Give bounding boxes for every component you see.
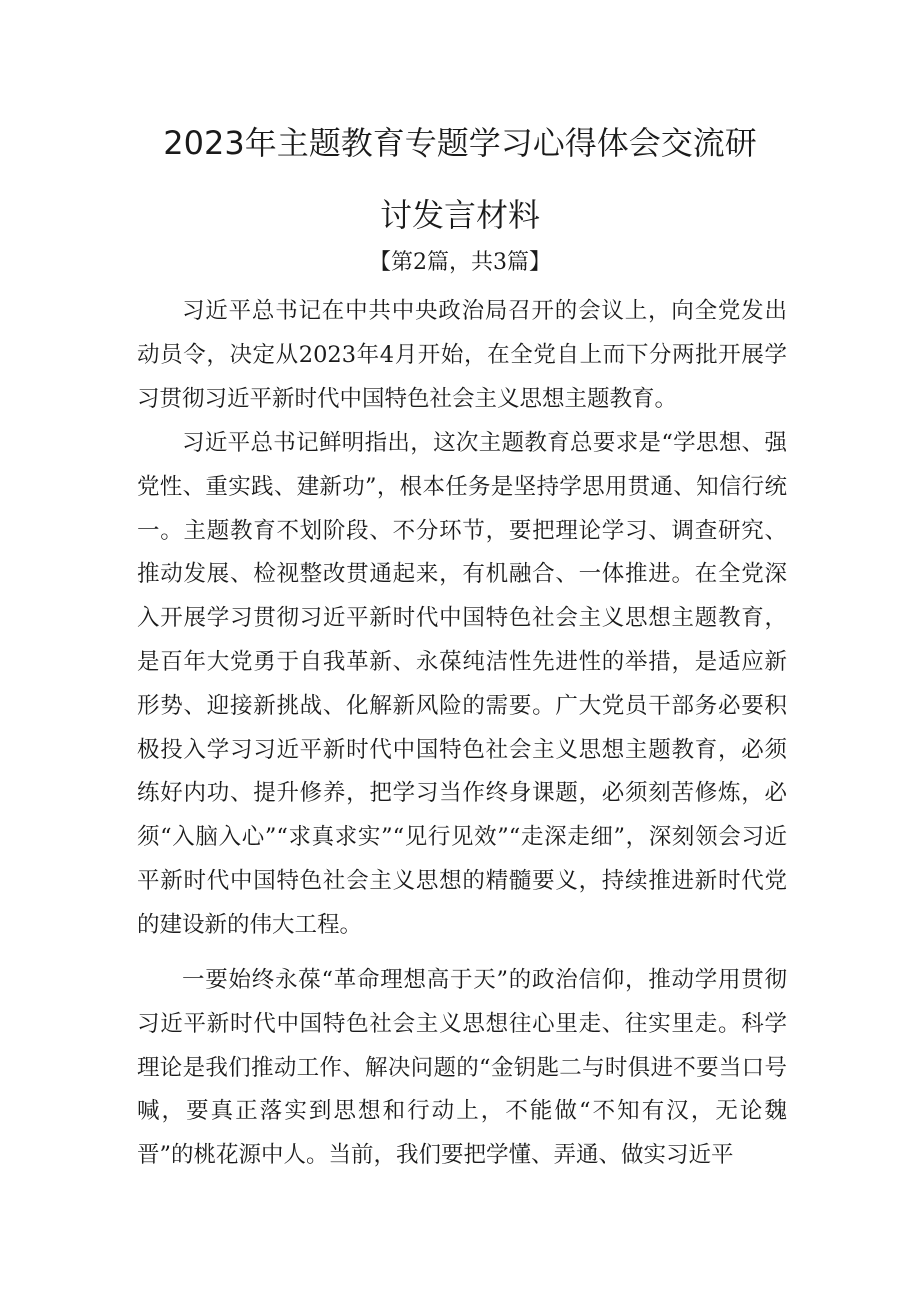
- document-title-line-2: 讨发言材料: [379, 196, 540, 234]
- body-paragraph-3: 一要始终永葆“革命理想高于天”的政治信仰，推动学用贯彻习近平新时代中国特色社会主义思想往心里走、往实里走。科学理论是我们推动工作、解决问题的“金钥匙二与时俱进不要当口号喊，要真正落实到思想和行动上，不能做“不知有汉，无论魏晋”的桃花源中人。当前，我们要把学懂、弄通、做实习近平: [137, 967, 787, 1169]
- part-indicator: 【第2篇，共3篇】: [369, 250, 551, 275]
- body-paragraph-2: 习近平总书记鲜明指出，这次主题教育总要求是“学思想、强党性、重实践、建新功”，根本任务是坚持学思用贯通、知信行统一。主题教育不划阶段、不分环节，要把理论学习、调查研究、推动发展、检视整改贯通起来，有机融合、一体推进。在全党深入开展学习贯彻习近平新时代中国特色社会主义思想主题教育，是百年大党勇于自我革新、永葆纯洁性先进性的举措，是适应新形势、迎接新挑战、化解新风险的需要。广大党员干部务必要积极投入学习习近平新时代中国特色社会主义思想主题教育，必须练好内功、提升修养，把学习当作终身课题，必须刻苦修炼，必须“入脑入心”“求真求实”“见行见效”“走深走细”，深刻领会习近平新时代中国特色社会主义思想的精髓要义，持续推进新时代党的建设新的伟大工程。: [137, 430, 787, 938]
- document-title-line-1: 2023年主题教育专题学习心得体会交流研: [163, 124, 757, 162]
- body-paragraph-1: 习近平总书记在中共中央政治局召开的会议上，向全党发出动员令，决定从2023年4月开始，在全党自上而下分两批开展学习贯彻习近平新时代中国特色社会主义思想主题教育。: [137, 298, 787, 412]
